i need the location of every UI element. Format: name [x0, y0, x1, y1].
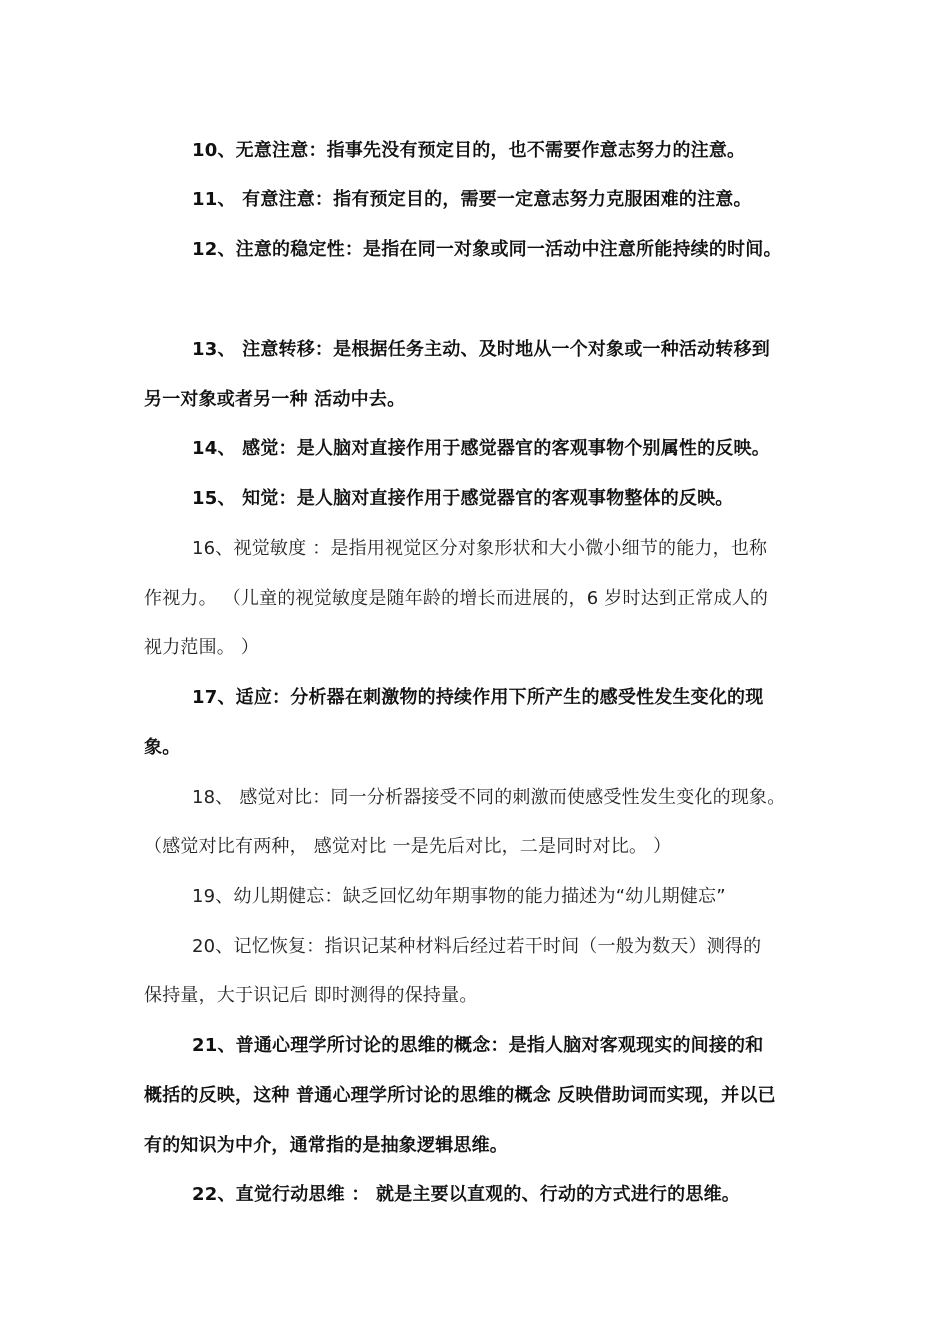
- definition-15: 15、 知觉：是人脑对直接作用于感觉器官的客观事物整体的反映。: [192, 488, 734, 509]
- definition-10: 10、无意注意：指事先没有预定目的，也不需要作意志努力的注意。: [192, 140, 746, 161]
- definition-20-cont: 保持量，大于识记后 即时测得的保持量。: [144, 985, 478, 1006]
- definition-22: 22、直觉行动思维 ： 就是主要以直观的、行动的方式进行的思维。: [192, 1184, 740, 1205]
- definition-21-cont: 概括的反映，这种 普通心理学所讨论的思维的概念 反映借助词而实现，并以已: [144, 1085, 776, 1106]
- definition-13-cont: 另一对象或者另一种 活动中去。: [144, 389, 406, 410]
- definition-11: 11、 有意注意：指有预定目的，需要一定意志努力克服困难的注意。: [192, 189, 752, 210]
- definition-17-cont: 象。: [144, 737, 181, 758]
- definition-16: 16、视觉敏度 ：是指用视觉区分对象形状和大小微小细节的能力，也称: [192, 538, 768, 559]
- definition-12: 12、注意的稳定性：是指在同一对象或同一活动中注意所能持续的时间。: [192, 239, 782, 260]
- definition-17: 17、适应：分析器在刺激物的持续作用下所产生的感受性发生变化的现: [192, 687, 764, 708]
- definition-20: 20、记忆恢复：指识记某种材料后经过若干时间（一般为数天）测得的: [192, 936, 762, 957]
- definition-13: 13、 注意转移：是根据任务主动、及时地从一个对象或一种活动转移到: [192, 339, 770, 360]
- definition-19: 19、幼儿期健忘：缺乏回忆幼年期事物的能力描述为“幼儿期健忘”: [192, 886, 726, 907]
- definition-18: 18、 感觉对比：同一分析器接受不同的刺激而使感受性发生变化的现象。: [192, 787, 786, 808]
- definition-21: 21、普通心理学所讨论的思维的概念：是指人脑对客观现实的间接的和: [192, 1035, 764, 1056]
- definition-16-cont-2: 视力范围。 ）: [144, 637, 260, 658]
- definition-18-cont: （感觉对比有两种， 感觉对比 一是先后对比，二是同时对比。 ）: [144, 836, 672, 857]
- definition-16-cont: 作视力。 （儿童的视觉敏度是随年龄的增长而进展的，6 岁时达到正常成人的: [144, 588, 769, 609]
- definition-21-cont-2: 有的知识为中介，通常指的是抽象逻辑思维。: [144, 1135, 508, 1156]
- definition-14: 14、 感觉：是人脑对直接作用于感觉器官的客观事物个别属性的反映。: [192, 438, 770, 459]
